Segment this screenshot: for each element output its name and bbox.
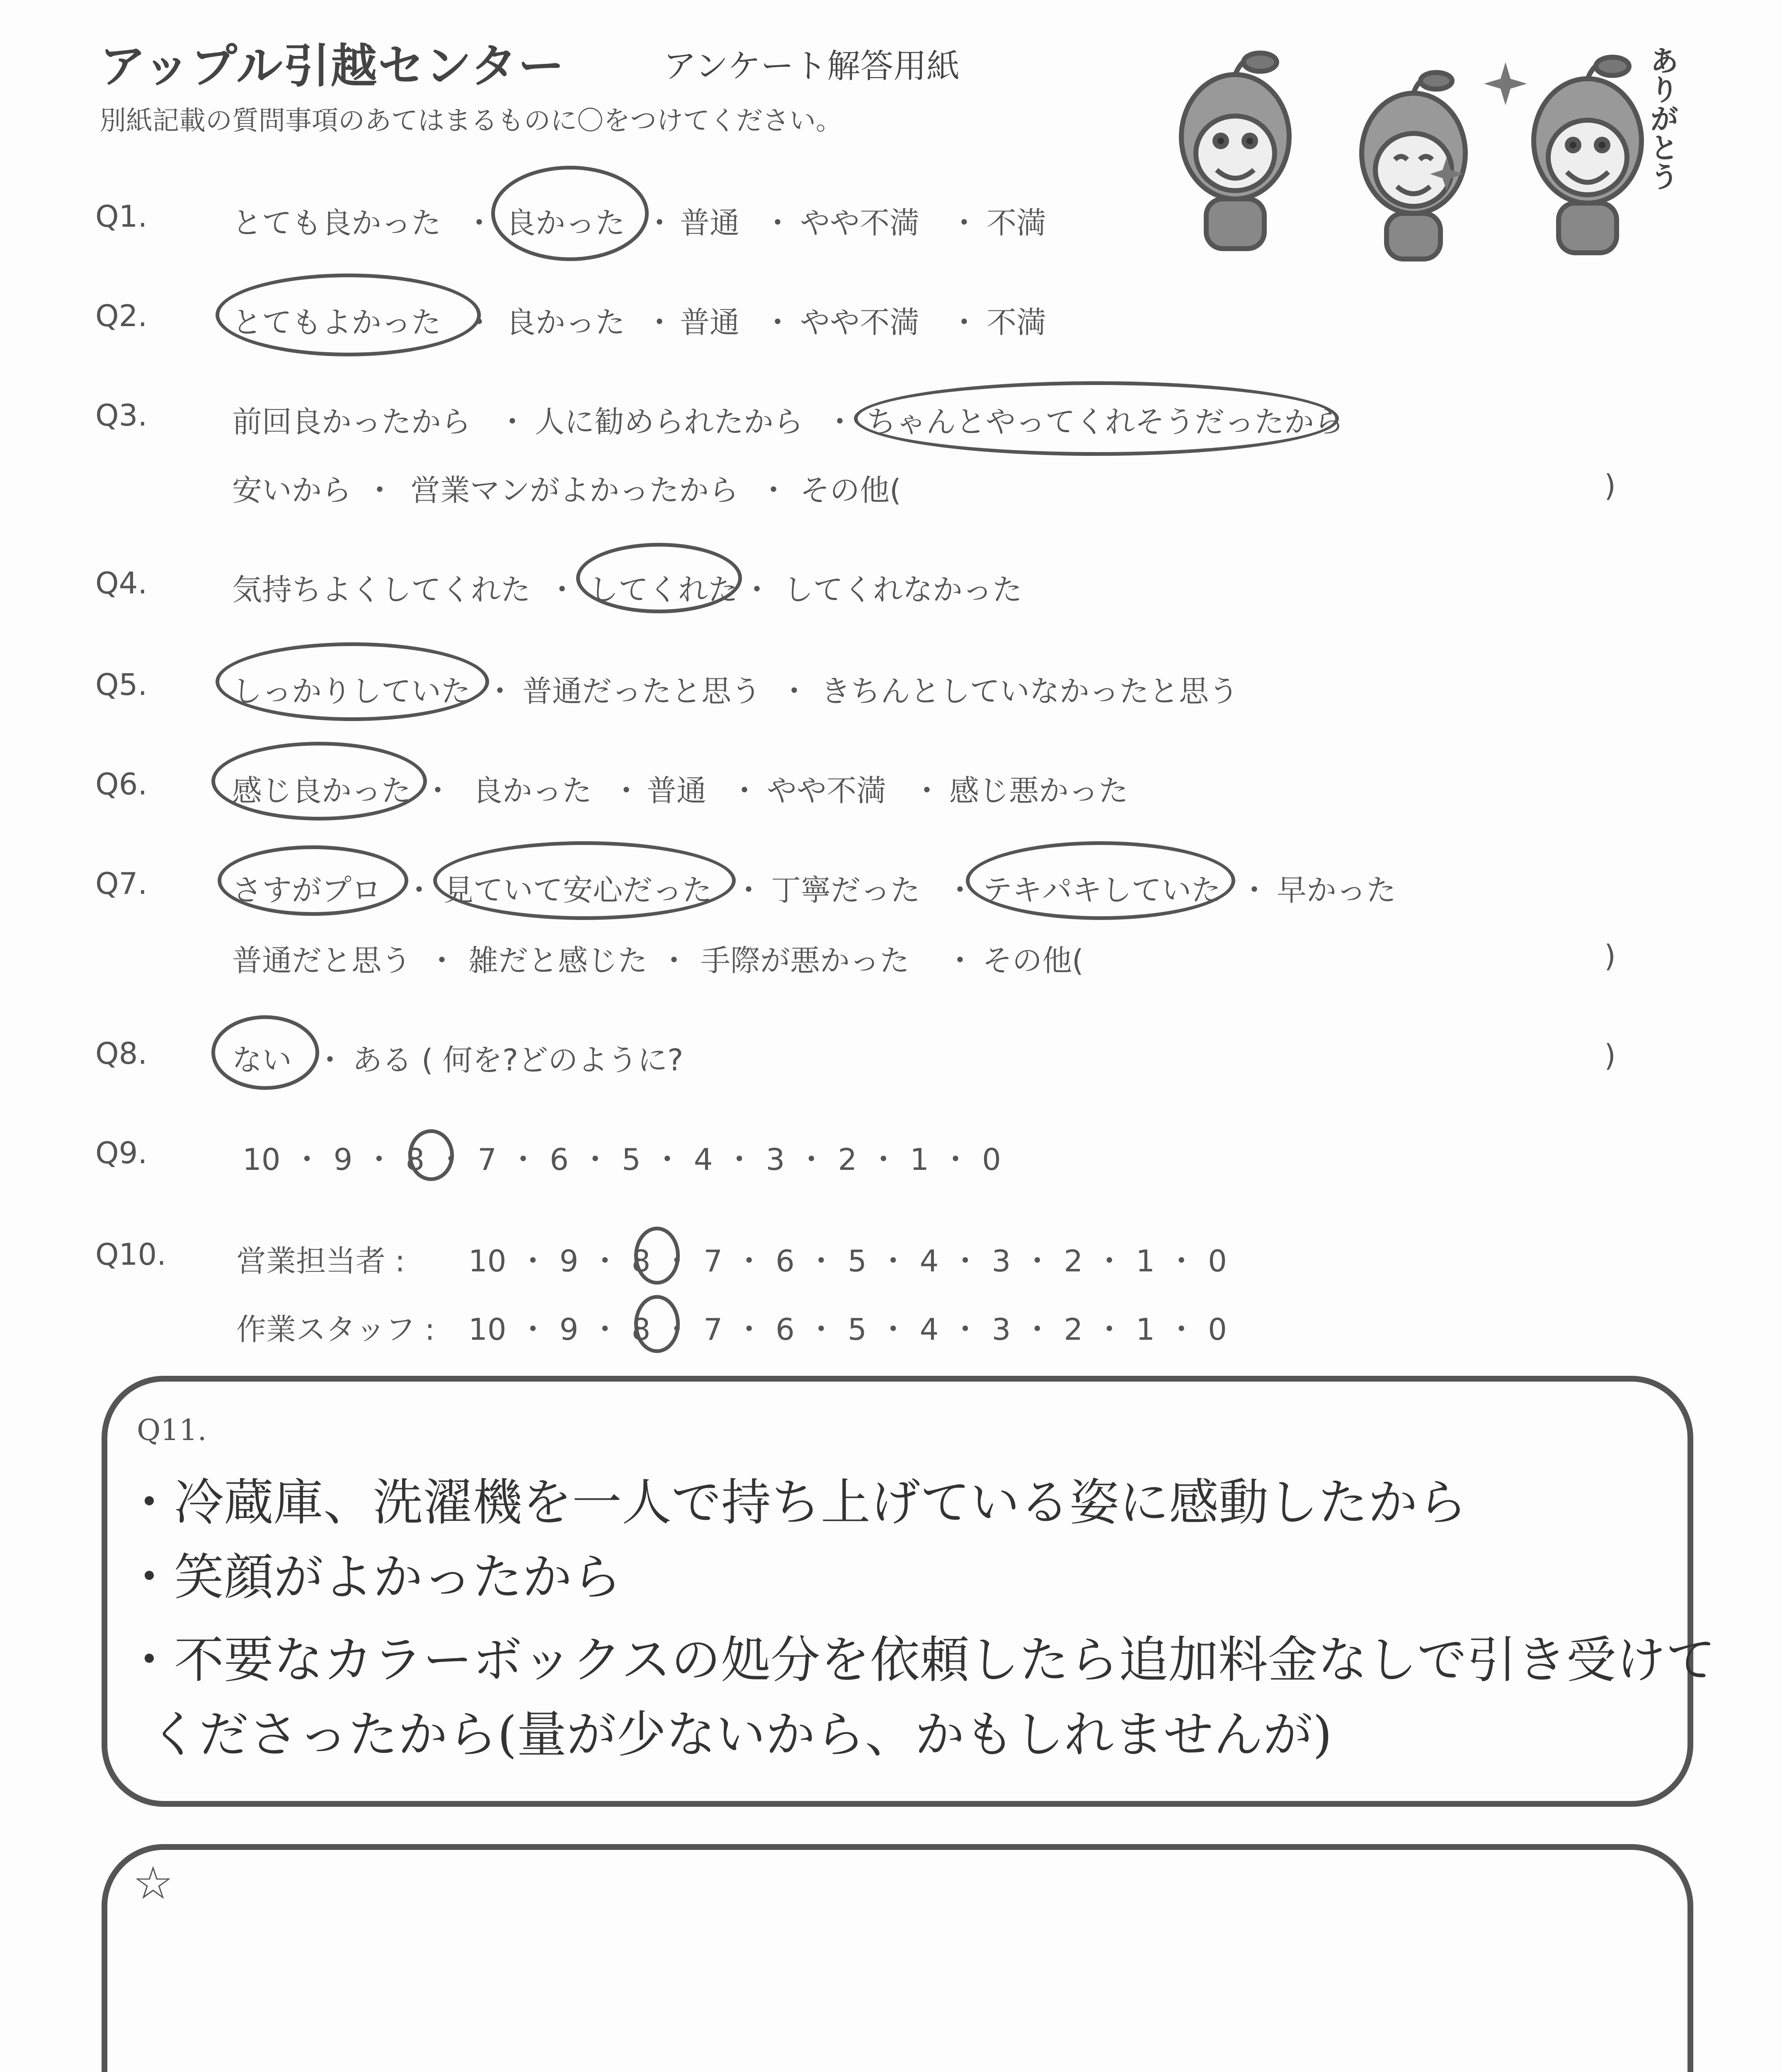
q5-option[interactable]: 普通だったと思う: [522, 674, 761, 709]
q4-answer-circle: [576, 543, 742, 613]
q5-option[interactable]: しっかりしていた: [232, 674, 471, 709]
q10-staff-label: 作業スタッフ :: [236, 1312, 435, 1347]
q2-option[interactable]: 良かった: [506, 305, 626, 340]
q10-staff-scale[interactable]: 10 ・ 9 ・ 8 ・ 7 ・ 6 ・ 5 ・ 4 ・ 3 ・ 2 ・ 1 ・ 0: [468, 1312, 1227, 1347]
q7-option[interactable]: 見ていて安心だった: [444, 873, 713, 908]
q4-option[interactable]: してくれなかった: [783, 572, 1023, 607]
q1-option[interactable]: とても良かった: [232, 206, 441, 240]
q3-option[interactable]: 安いから: [232, 473, 352, 508]
q7-label: Q7.: [95, 866, 148, 901]
q11-handwritten-line: くださったから(量が少ないから、かもしれませんが): [149, 1706, 1332, 1764]
mascot-text: ありがとう: [1645, 46, 1679, 191]
q3-label: Q3.: [95, 398, 148, 433]
q10-staff-answer-circle: [634, 1295, 680, 1353]
q9-label: Q9.: [95, 1135, 148, 1170]
q1-option[interactable]: 普通: [680, 206, 740, 240]
q10-sales-label: 営業担当者 :: [236, 1244, 405, 1278]
form-title: アップル引越センター: [99, 39, 565, 93]
q2-label: Q2.: [95, 298, 148, 333]
q8-option[interactable]: ない: [232, 1043, 292, 1077]
q5-answer-circle: [216, 642, 489, 721]
q3-option[interactable]: その他(: [800, 473, 902, 508]
mascot-illustration: [1127, 33, 1691, 265]
q7-option[interactable]: その他(: [982, 943, 1084, 978]
q11-handwritten-line: ・冷蔵庫、洗濯機を一人で持ち上げている姿に感動したから: [124, 1474, 1467, 1532]
q7-answer-circle: [966, 841, 1235, 920]
q4-label: Q4.: [95, 566, 148, 600]
q9-scale[interactable]: 10 ・ 9 ・ 8 ・ 7 ・ 6 ・ 5 ・ 4 ・ 3 ・ 2 ・ 1 ・ 0: [242, 1142, 1001, 1177]
q6-answer-circle: [211, 742, 427, 821]
q6-option[interactable]: 感じ良かった: [232, 773, 412, 808]
q1-label: Q1.: [95, 199, 148, 234]
instruction-text: 別紙記載の質問事項のあてはまるものに〇をつけてください。: [99, 106, 842, 136]
star-icon: ☆: [133, 1857, 174, 1910]
q2-option[interactable]: 普通: [680, 305, 740, 340]
q8-label: Q8.: [95, 1036, 148, 1071]
q7-option[interactable]: 普通だと思う: [232, 943, 412, 978]
q7-option[interactable]: さすがプロ: [232, 873, 382, 908]
q7-option[interactable]: 丁寧だった: [771, 873, 921, 908]
q7-option[interactable]: 雑だと感じた: [468, 943, 648, 978]
q1-answer-circle: [491, 166, 649, 261]
q10-sales-scale[interactable]: 10 ・ 9 ・ 8 ・ 7 ・ 6 ・ 5 ・ 4 ・ 3 ・ 2 ・ 1 ・ 0: [468, 1244, 1227, 1278]
q6-option[interactable]: 普通: [647, 773, 707, 808]
q8-answer-circle: [211, 1015, 319, 1090]
q11-handwritten-line: ・不要なカラーボックスの処分を依頼したら追加料金なしで引き受けて: [124, 1631, 1716, 1689]
q3-option[interactable]: 人に勧められたから: [535, 404, 804, 439]
q1-option[interactable]: やや不満: [800, 206, 920, 240]
q3-option[interactable]: 前回良かったから: [232, 404, 471, 439]
q8-option[interactable]: ある ( 何を?どのように?: [352, 1043, 684, 1077]
q6-option[interactable]: 感じ悪かった: [949, 773, 1129, 808]
q4-option[interactable]: 気持ちよくしてくれた: [232, 572, 531, 607]
q3-option[interactable]: 営業マンがよかったから: [410, 473, 739, 508]
q7-option[interactable]: 早かった: [1277, 873, 1397, 908]
q2-option[interactable]: とてもよかった: [232, 305, 441, 340]
form-subtitle: アンケート解答用紙: [663, 47, 960, 85]
q2-answer-circle: [216, 274, 481, 356]
q5-option[interactable]: きちんとしていなかったと思う: [821, 674, 1239, 709]
q3-option[interactable]: ちゃんとやってくれそうだったから: [866, 404, 1344, 439]
q2-option[interactable]: 不満: [987, 305, 1047, 340]
q1-option[interactable]: 不満: [987, 206, 1047, 240]
q7-option[interactable]: 手際が悪かった: [701, 943, 910, 978]
q6-option[interactable]: やや不満: [767, 773, 887, 808]
q6-label: Q6.: [95, 767, 148, 801]
q6-option[interactable]: 良かった: [473, 773, 592, 808]
q2-option[interactable]: やや不満: [800, 305, 920, 340]
q3-answer-circle: [854, 381, 1339, 456]
q7-answer-circle: [218, 845, 408, 916]
q10-label: Q10.: [95, 1237, 167, 1272]
comment-box[interactable]: [102, 1844, 1693, 2072]
q4-option[interactable]: してくれた: [589, 572, 738, 607]
q10-sales-answer-circle: [634, 1227, 680, 1285]
q11-handwritten-line: ・笑顔がよかったから: [124, 1549, 622, 1606]
q7-option[interactable]: テキパキしていた: [982, 873, 1222, 908]
q5-label: Q5.: [95, 667, 148, 702]
q11-label: Q11.: [137, 1413, 207, 1447]
q7-answer-circle: [433, 841, 736, 920]
q1-option[interactable]: 良かった: [506, 206, 626, 240]
q9-answer-circle: [408, 1129, 454, 1181]
